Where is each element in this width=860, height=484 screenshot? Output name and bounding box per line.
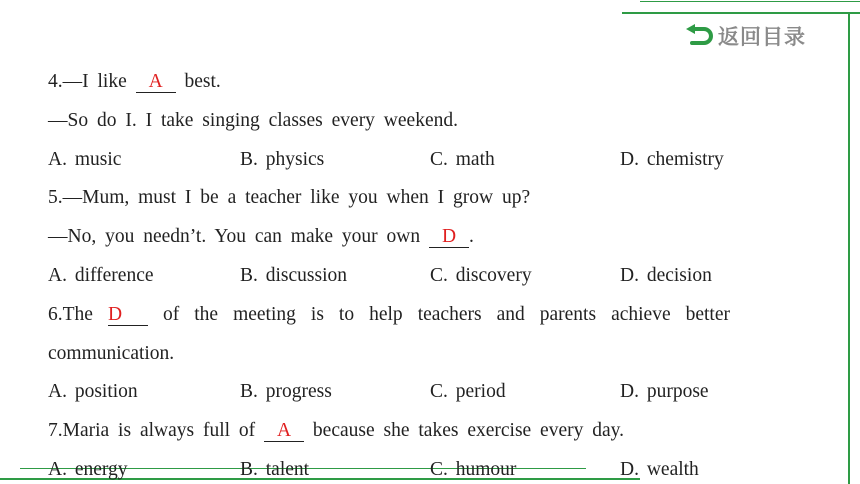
option-a: A. music bbox=[48, 149, 122, 170]
option-b: B. talent bbox=[240, 459, 310, 480]
question-5-response: —No, you needn’t. You can make your own D . bbox=[48, 226, 474, 247]
option-c: C. period bbox=[430, 381, 506, 402]
question-5-options bbox=[48, 264, 808, 288]
option-b: B. discussion bbox=[240, 265, 348, 286]
return-to-contents-button[interactable] bbox=[684, 22, 806, 50]
question-5-prompt: 5.—Mum, must I be a teacher like you when I grow up? bbox=[48, 187, 531, 208]
option-d: D. chemistry bbox=[620, 149, 724, 170]
answer-blank-6: D bbox=[108, 305, 148, 326]
question-6-continuation: communication. bbox=[48, 343, 175, 364]
option-a: A. position bbox=[48, 381, 138, 402]
option-a: A. energy bbox=[48, 459, 128, 480]
option-c: C. discovery bbox=[430, 265, 532, 286]
question-4-options bbox=[48, 148, 808, 172]
frame-line-top-inner bbox=[640, 1, 860, 2]
option-a: A. difference bbox=[48, 265, 154, 286]
return-label: 返回目录 bbox=[718, 25, 806, 49]
return-arrow-icon bbox=[684, 24, 714, 48]
answer-blank-5: D bbox=[429, 227, 469, 248]
option-d: D. purpose bbox=[620, 381, 709, 402]
question-7-prompt: 7.Maria is always full of A because she takes exercise every day. bbox=[48, 420, 625, 441]
option-d: D. decision bbox=[620, 265, 712, 286]
option-d: D. wealth bbox=[620, 459, 699, 480]
option-b: B. physics bbox=[240, 149, 325, 170]
question-4-prompt: 4.—I like A best. bbox=[48, 71, 221, 92]
question-4-response: —So do I. I take singing classes every weekend. bbox=[48, 110, 458, 131]
option-c: C. math bbox=[430, 149, 495, 170]
frame-line-top bbox=[622, 12, 860, 14]
answer-blank-4: A bbox=[136, 72, 176, 93]
option-c: C. humour bbox=[430, 459, 517, 480]
question-7-options bbox=[48, 458, 808, 482]
answer-blank-7: A bbox=[264, 421, 304, 442]
frame-line-right bbox=[848, 12, 850, 484]
question-6-prompt: 6.The D of the meeting is to help teachers and parents achieve better bbox=[48, 304, 731, 325]
option-b: B. progress bbox=[240, 381, 332, 402]
question-6-options bbox=[48, 380, 808, 404]
